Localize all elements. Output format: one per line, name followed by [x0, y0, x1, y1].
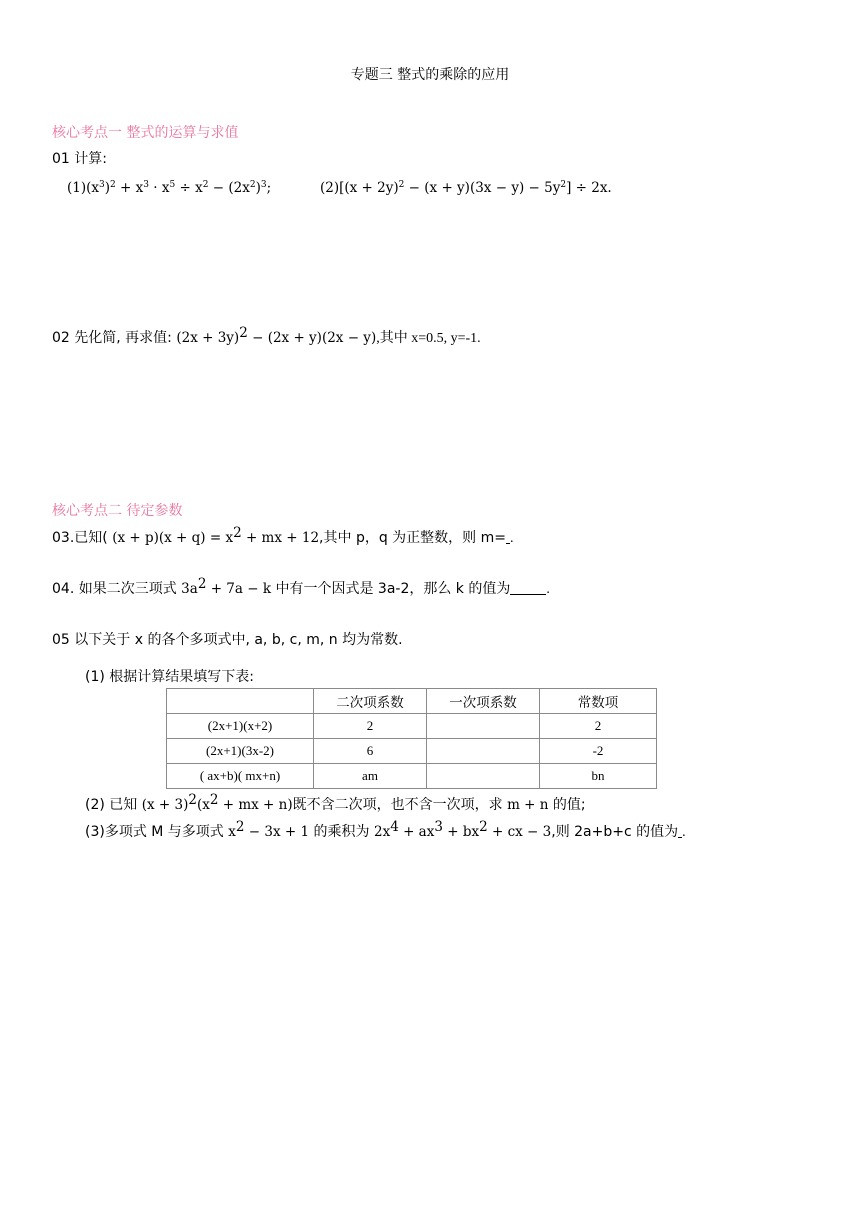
q03-label: 03.已知(	[52, 530, 113, 546]
table-cell: 2	[314, 714, 427, 739]
table-row	[167, 739, 657, 764]
q05-sub3-text: 的乘积为	[309, 824, 374, 840]
question-04	[52, 576, 550, 599]
table-cell: ( ax+b)( mx+n)	[167, 764, 314, 789]
q01-p2-exp: 2	[560, 180, 567, 190]
q05-sub3-text: ,则 2a+b+c 的值为	[551, 824, 679, 840]
q03-expr: + mx + 12	[241, 530, 320, 546]
q01-p2-text: (2)[(x + 2y)	[320, 180, 399, 196]
q01-p1-exp: 5	[169, 180, 176, 190]
question-05-sub1: (1) 根据计算结果填写下表:	[85, 669, 254, 685]
q05-sub3-expr: 2x	[373, 824, 391, 840]
table-row	[167, 764, 657, 789]
q01-p1-text: ÷ x	[175, 180, 203, 196]
q05-sub3-exp: 2	[479, 819, 488, 835]
table-cell: (2x+1)(3x-2)	[167, 739, 314, 764]
q03-expr: (x + p)(x + q) = x	[112, 530, 234, 546]
question-03	[52, 525, 514, 548]
question-01-label	[52, 150, 107, 169]
q04-exp: 2	[197, 576, 207, 592]
page-title: 专题三 整式的乘除的应用	[350, 67, 510, 83]
q05-sub2-text: 的值;	[548, 797, 586, 813]
table-header-cell: 一次项系数	[427, 689, 540, 714]
table-cell: 2	[540, 714, 657, 739]
q04-label: 04. 如果二次三项式	[52, 581, 182, 597]
table-cell: 6	[314, 739, 427, 764]
q01-label-text: 01 计算:	[52, 151, 107, 167]
table-cell: (2x+1)(x+2)	[167, 714, 314, 739]
q01-p1-text: ;	[266, 180, 272, 196]
section-heading-1: 核心考点一 整式的运算与求值	[52, 125, 239, 141]
q05-sub2-exp: 2	[209, 792, 219, 808]
q04-expr: 3a	[181, 581, 198, 597]
q05-sub2-text: 既不含二次项，也不含一次项，求	[292, 797, 508, 813]
q01-p1-exp: 2	[110, 180, 116, 190]
q01-p1-exp: 2	[202, 180, 209, 190]
q05-sub3-expr: + cx − 3	[487, 824, 552, 840]
q02-tail: ,其中 x=0.5, y=-1.	[376, 331, 481, 346]
q05-sub2-expr: (x	[196, 797, 210, 813]
table-header-cell: 常数项	[540, 689, 657, 714]
q02-exp: 2	[239, 325, 248, 341]
q01-p1-exp: 3	[99, 180, 105, 190]
table-cell: bn	[540, 764, 657, 789]
table-cell: -2	[540, 739, 657, 764]
q01-p1-text: (1)(x	[67, 180, 100, 196]
q05-sub3-exp: 2	[235, 819, 245, 835]
table-row	[167, 714, 657, 739]
q01-p1-exp: 3	[143, 180, 150, 190]
q01-p1-exp: 3	[260, 180, 267, 190]
q02-label: 02 先化简, 再求值:	[52, 330, 177, 346]
table-cell-empty[interactable]	[427, 714, 540, 739]
q01-p1-text: · x	[149, 180, 170, 196]
q02-expr: − (2x + y)(2x − y)	[247, 330, 377, 346]
q05-sub3-exp: 4	[390, 819, 399, 835]
q05-sub2-exp: 2	[188, 792, 197, 808]
q03-end: .	[510, 531, 514, 546]
question-02	[52, 325, 481, 348]
table-cell-empty[interactable]	[427, 739, 540, 764]
question-01-part2	[320, 179, 612, 197]
q03-exp: 2	[233, 525, 242, 541]
q05-sub3-expr: + ax	[398, 824, 435, 840]
q04-expr: + 7a − k	[206, 581, 272, 597]
q04-tail: 中有一个因式是 3a-2，那么 k 的值为	[271, 581, 511, 597]
table-header-cell: 二次项系数	[314, 689, 427, 714]
q05-sub2-expr: m + n	[507, 797, 549, 813]
q01-p1-text: )	[104, 180, 111, 196]
q04-end: .	[546, 582, 550, 597]
q05-sub2-expr: + mx + n)	[218, 797, 293, 813]
q03-tail: ,其中 p，q 为正整数，则 m=	[319, 530, 506, 546]
q01-p2-text: − (x + y)(3x − y) − 5y	[404, 180, 561, 196]
q01-p1-exp: 2	[249, 180, 256, 190]
question-05-label: 05 以下关于 x 的各个多项式中, a, b, c, m, n 均为常数.	[52, 632, 403, 648]
q01-p1-text: + x	[115, 180, 144, 196]
table-header-row	[167, 689, 657, 714]
q05-sub2-expr: (x + 3)	[141, 797, 189, 813]
table-cell-empty[interactable]	[427, 764, 540, 789]
section-heading-2: 核心考点二 待定参数	[52, 503, 183, 519]
q01-p1-text: − (2x	[208, 180, 250, 196]
q04-answer-blank[interactable]	[510, 582, 546, 595]
q05-sub3-expr: x	[228, 824, 236, 840]
q01-p2-text: ] ÷ 2x.	[566, 180, 612, 196]
question-05-sub3	[85, 819, 686, 842]
q02-expr: (2x + 3y)	[176, 330, 240, 346]
q05-sub3-expr: + bx	[442, 824, 480, 840]
question-01-part1	[67, 179, 271, 197]
coefficient-table	[166, 688, 657, 789]
table-header-cell	[167, 689, 314, 714]
q05-sub3-text: .	[682, 825, 686, 840]
q05-sub3-exp: 3	[434, 819, 443, 835]
q01-p1-text: )	[255, 180, 261, 196]
q01-p2-exp: 2	[398, 180, 405, 190]
q05-sub3-text: (3)多项式 M 与多项式	[85, 824, 229, 840]
q05-sub2-text: (2) 已知	[85, 797, 142, 813]
q05-sub3-expr: − 3x + 1	[244, 824, 310, 840]
question-05-sub2	[85, 792, 586, 815]
table-cell: am	[314, 764, 427, 789]
